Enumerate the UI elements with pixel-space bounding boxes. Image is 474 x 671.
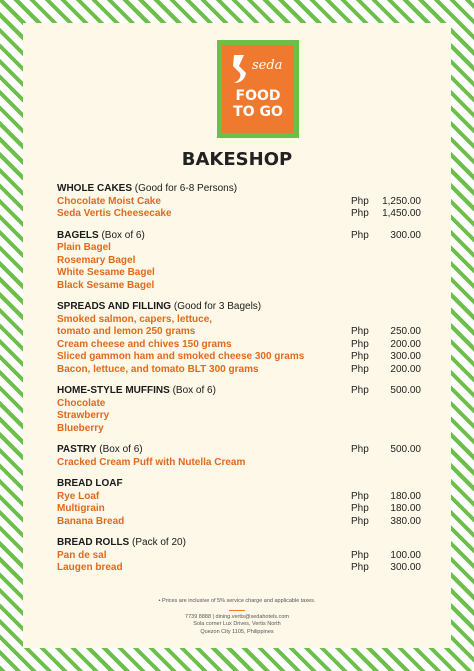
currency: Php — [351, 338, 369, 350]
section-heading — [57, 230, 145, 243]
section-note: (Good for 6-8 Persons) — [134, 183, 238, 194]
menu-item — [57, 242, 421, 255]
price — [351, 208, 421, 221]
menu-section — [57, 537, 421, 575]
section-heading — [57, 444, 143, 457]
menu-item — [57, 398, 421, 411]
price — [351, 491, 421, 504]
section-heading — [57, 478, 123, 491]
section-header — [57, 537, 421, 550]
menu-item — [57, 410, 421, 423]
currency: Php — [351, 549, 369, 561]
section-note: (Box of 6) — [99, 444, 143, 455]
price-amount: 1,450.00 — [382, 208, 421, 219]
currency: Php — [351, 229, 369, 241]
menu-item — [57, 351, 421, 364]
menu-item — [57, 326, 421, 339]
menu-item-name: White Sesame Bagel — [57, 267, 155, 278]
menu-section — [57, 301, 421, 376]
section-note: (Box of 6) — [172, 385, 216, 396]
menu-item-name: Strawberry — [57, 410, 110, 421]
price — [351, 385, 421, 398]
menu-item-name: Cream cheese and chives 150 grams — [57, 338, 232, 350]
section-name: BREAD ROLLS — [57, 537, 130, 548]
currency: Php — [351, 562, 369, 573]
price-amount: 500.00 — [390, 444, 421, 455]
section-heading — [57, 183, 237, 196]
price — [351, 503, 421, 516]
price — [351, 562, 421, 575]
menu-list — [57, 183, 421, 584]
price-amount: 200.00 — [390, 338, 421, 350]
price-disclaimer: • Prices are inclusive of 5% service charge and applicable taxes. — [158, 598, 316, 604]
menu-item-name: Chocolate Moist Cake — [57, 195, 161, 207]
address-line-1: Sola corner Lux Drives, Vertis North — [193, 621, 281, 627]
section-heading — [57, 385, 216, 398]
menu-item-name: Smoked salmon, capers, lettuce, — [57, 313, 213, 325]
section-heading — [57, 301, 261, 314]
price-amount: 500.00 — [390, 385, 421, 396]
currency: Php — [351, 326, 369, 337]
address-line-2: Quezon City 1105, Philippines — [200, 628, 274, 635]
logo-food-text: FOOD — [235, 88, 281, 104]
footer — [23, 598, 451, 636]
menu-item-name: tomato and lemon 250 grams — [57, 326, 196, 337]
section-note: (Pack of 20) — [132, 537, 186, 548]
section-name: BREAD LOAF — [57, 478, 123, 489]
price — [351, 196, 421, 209]
menu-item-name: Rye Loaf — [57, 490, 100, 502]
price — [351, 364, 421, 377]
menu-item — [57, 314, 421, 327]
menu-item — [57, 491, 421, 504]
menu-item — [57, 255, 421, 268]
section-heading — [57, 537, 186, 550]
menu-item — [57, 364, 421, 377]
section-header — [57, 444, 421, 457]
section-name: HOME-STYLE MUFFINS — [57, 385, 170, 396]
menu-item-name: Bacon, lettuce, and tomato BLT 300 grams — [57, 363, 259, 375]
price-amount: 200.00 — [390, 363, 421, 375]
currency: Php — [351, 490, 369, 502]
menu-item-name: Cracked Cream Puff with Nutella Cream — [57, 456, 246, 468]
menu-item-name: Pan de sal — [57, 549, 107, 561]
menu-section — [57, 444, 421, 469]
section-name: BAGELS — [57, 229, 99, 241]
footer-divider — [229, 610, 245, 611]
currency: Php — [351, 208, 369, 219]
menu-item — [57, 457, 421, 470]
logo-brand: seda — [252, 58, 283, 73]
section-name: PASTRY — [57, 444, 97, 455]
price-amount: 250.00 — [390, 326, 421, 337]
price — [351, 516, 421, 529]
section-header — [57, 385, 421, 398]
section-header — [57, 183, 421, 196]
menu-item-name: Chocolate — [57, 397, 106, 409]
section-note: (Box of 6) — [101, 229, 145, 241]
menu-section — [57, 478, 421, 528]
section-header — [57, 230, 421, 243]
section-note: (Good for 3 Bagels) — [173, 301, 262, 312]
menu-section — [57, 230, 421, 293]
section-name: WHOLE CAKES — [57, 183, 132, 194]
menu-item-name: Plain Bagel — [57, 242, 111, 253]
price — [351, 326, 421, 339]
menu-page — [23, 23, 451, 648]
price-amount: 300.00 — [390, 351, 421, 362]
menu-item — [57, 280, 421, 293]
menu-section — [57, 385, 421, 435]
currency: Php — [351, 385, 369, 396]
price — [351, 230, 421, 243]
price-amount: 180.00 — [390, 490, 421, 502]
price-amount: 100.00 — [390, 549, 421, 561]
logo-togo-text: TO GO — [233, 104, 283, 120]
currency: Php — [351, 503, 369, 514]
menu-item — [57, 423, 421, 436]
menu-item-name: Multigrain — [57, 503, 105, 514]
contact-info: 7739 8888 | dining.vertis@sedahotels.com — [185, 613, 289, 620]
menu-item — [57, 562, 421, 575]
menu-item — [57, 339, 421, 352]
price-amount: 380.00 — [390, 515, 421, 527]
price-amount: 300.00 — [390, 562, 421, 573]
logo-badge — [222, 45, 294, 133]
menu-item-name: Seda Vertis Cheesecake — [57, 208, 172, 219]
menu-section — [57, 183, 421, 221]
menu-item-name: Rosemary Bagel — [57, 254, 136, 266]
currency: Php — [351, 515, 369, 527]
section-name: SPREADS AND FILLING — [57, 301, 172, 312]
section-header — [57, 478, 421, 491]
currency: Php — [351, 444, 369, 455]
menu-item-name: Laugen bread — [57, 562, 123, 573]
menu-item-name: Banana Bread — [57, 515, 125, 527]
price-amount: 1,250.00 — [382, 195, 421, 207]
menu-item — [57, 196, 421, 209]
price-amount: 300.00 — [390, 229, 421, 241]
price — [351, 550, 421, 563]
menu-item-name: Sliced gammon ham and smoked cheese 300 grams — [57, 351, 305, 362]
seda-food-to-go-logo — [217, 40, 299, 138]
price-amount: 180.00 — [390, 503, 421, 514]
menu-item-name: Black Sesame Bagel — [57, 279, 155, 291]
menu-item — [57, 208, 421, 221]
currency: Php — [351, 363, 369, 375]
menu-item — [57, 503, 421, 516]
currency: Php — [351, 195, 369, 207]
currency: Php — [351, 351, 369, 362]
menu-item-name: Blueberry — [57, 422, 104, 434]
seda-s-icon — [230, 53, 250, 85]
page-title: BAKESHOP — [181, 149, 293, 170]
price — [351, 351, 421, 364]
price — [351, 444, 421, 457]
price — [351, 339, 421, 352]
menu-item — [57, 516, 421, 529]
menu-item — [57, 267, 421, 280]
section-header — [57, 301, 421, 314]
menu-item — [57, 550, 421, 563]
